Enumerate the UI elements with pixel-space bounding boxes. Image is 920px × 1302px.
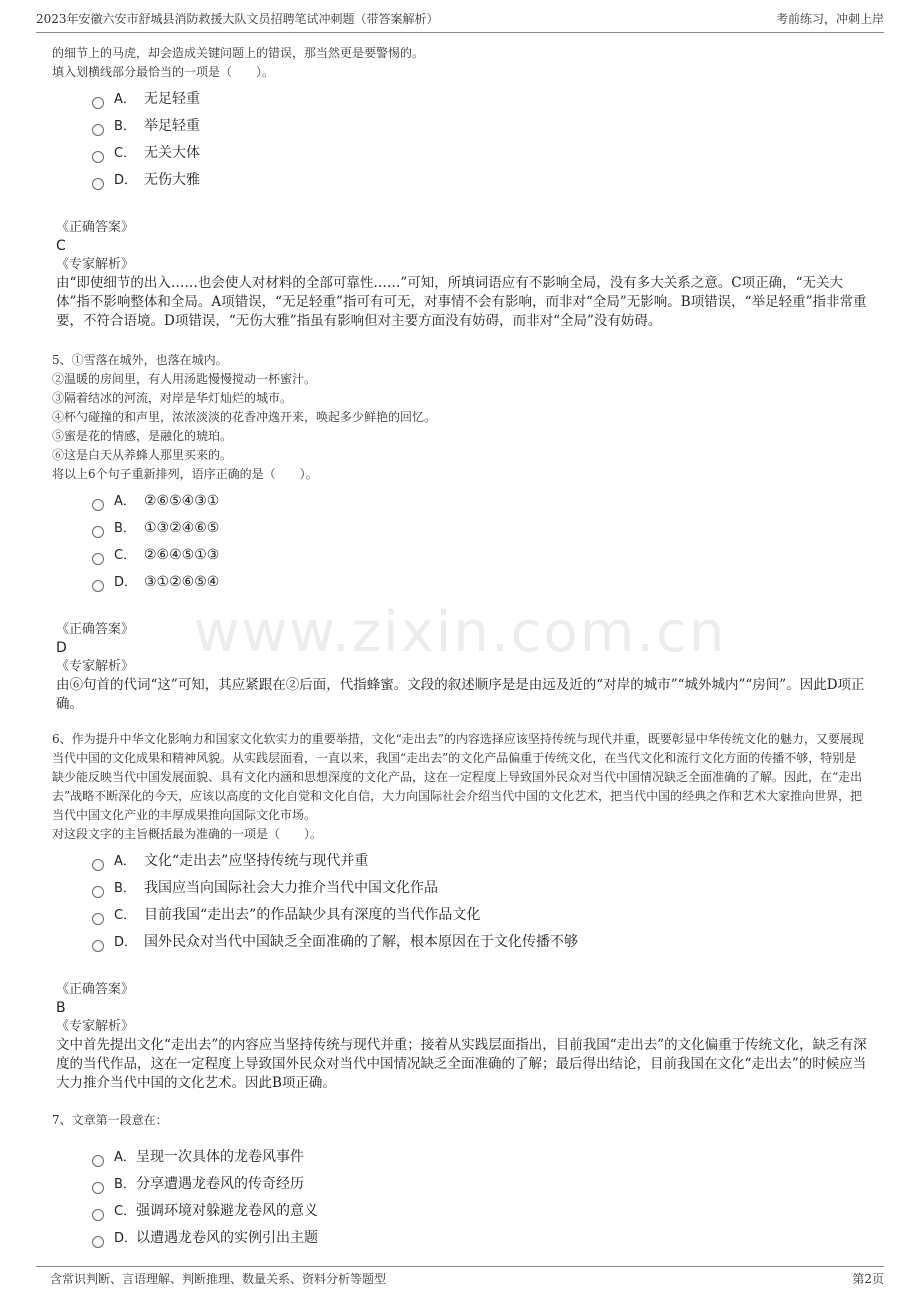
- answer-section: [52, 980, 868, 1093]
- option-text: ②⑥④⑤①③: [144, 547, 220, 563]
- option-text: 呈现一次具体的龙卷风事件: [136, 1149, 304, 1165]
- option-c[interactable]: [92, 902, 868, 929]
- answer-label: 《正确答案》: [56, 622, 135, 637]
- option-text: 我国应当向国际社会大力推介当代中国文化作品: [144, 880, 438, 896]
- option-list: [92, 1144, 868, 1252]
- watermark: www.zixin.com.cn: [193, 600, 727, 665]
- radio-icon[interactable]: [92, 1236, 104, 1248]
- option-letter: A．: [114, 494, 136, 509]
- question-6: [52, 730, 868, 1093]
- option-b[interactable]: [92, 515, 868, 542]
- option-b[interactable]: [92, 875, 868, 902]
- answer-label: 《正确答案》: [56, 982, 135, 997]
- question-stem-line: 5、①雪落在城外，也落在城内。: [52, 353, 228, 367]
- option-text: 以遭遇龙卷风的实例引出主题: [136, 1230, 318, 1246]
- radio-icon[interactable]: [92, 940, 104, 952]
- option-text: 举足轻重: [144, 118, 200, 134]
- option-list: [92, 86, 868, 194]
- option-letter: B．: [114, 881, 136, 896]
- radio-icon[interactable]: [92, 913, 104, 925]
- page-footer: [36, 1266, 884, 1291]
- question-stem-line: ⑤蜜是花的情感，是融化的琥珀。: [52, 429, 233, 443]
- analysis-text: 由“即使细节的出入……也会使人对材料的全部可靠性……”可知，所填词语应有不影响全局，没有多大关系之意。C项正确，“无关大体”指不影响整体和全局。A项错误，“无足轻重”指可有可无，对事情不会有影响，而非对“全局”无影响。B项错误，“举足轻重”指非常重要，不符合语境。D项错误，“无伤大雅”指虽有影响但对主要方面没有妨碍，而非对“全局”没有妨碍。: [56, 275, 867, 329]
- option-letter: D．: [114, 935, 138, 950]
- question-4: [52, 44, 868, 331]
- question-prompt: 将以上6个句子重新排列，语序正确的是（ ）。: [52, 467, 318, 481]
- header-slogan: 考前练习，冲刺上岸: [775, 12, 884, 26]
- question-stem: 7、文章第一段意在：: [52, 1113, 168, 1127]
- option-letter: B．: [114, 521, 136, 536]
- analysis-text: 文中首先提出文化“走出去”的内容应当坚持传统与现代并重；接着从实践层面指出，目前我国“走出去”的文化偏重于传统文化，缺乏有深度的当代作品，这在一定程度上导致国外民众对当代中国情况缺乏全面准确的了解；最后得出结论，目前我国在文化“走出去”的时候应当大力推介当代中国的文化艺术。因此B项正确。: [56, 1037, 867, 1091]
- answer-section: [52, 620, 868, 714]
- option-text: 国外民众对当代中国缺乏全面准确的了解，根本原因在于文化传播不够: [144, 934, 578, 950]
- radio-icon[interactable]: [92, 1182, 104, 1194]
- question-stem-line: ③隔着结冰的河流，对岸是华灯灿烂的城市。: [52, 391, 293, 405]
- option-text: 目前我国“走出去”的作品缺少具有深度的当代作品文化: [144, 907, 481, 923]
- radio-icon[interactable]: [92, 526, 104, 538]
- radio-icon[interactable]: [92, 151, 104, 163]
- page-content: [52, 44, 868, 1252]
- option-text: 无伤大雅: [144, 172, 200, 188]
- radio-icon[interactable]: [92, 580, 104, 592]
- answer-label: 《正确答案》: [56, 220, 135, 235]
- analysis-label: 《专家解析》: [56, 1019, 135, 1034]
- option-text: ②⑥⑤④③①: [144, 493, 220, 509]
- question-stem-line: ②温暖的房间里，有人用汤匙慢慢搅动一杯蜜汁。: [52, 372, 317, 386]
- radio-icon[interactable]: [92, 499, 104, 511]
- correct-answer: D: [56, 640, 67, 656]
- option-letter: A．: [114, 854, 136, 869]
- question-prompt: 对这段文字的主旨概括最为准确的一项是（ ）。: [52, 827, 323, 841]
- option-d[interactable]: [92, 929, 868, 956]
- option-letter: C．: [114, 1204, 137, 1219]
- option-b[interactable]: [92, 1171, 868, 1198]
- radio-icon[interactable]: [92, 1155, 104, 1167]
- option-letter: A．: [114, 92, 136, 107]
- option-text: 无关大体: [144, 145, 200, 161]
- document-title: 2023年安徽六安市舒城县消防救援大队文员招聘笔试冲刺题（带答案解析）: [36, 12, 439, 26]
- analysis-text: 由⑥句首的代词“这”可知，其应紧跟在②后面，代指蜂蜜。文段的叙述顺序是是由远及近的“对岸的城市”“城外城内”“房间”。因此D项正确。: [56, 677, 865, 712]
- option-letter: C．: [114, 146, 137, 161]
- analysis-label: 《专家解析》: [56, 257, 135, 272]
- analysis-label: 《专家解析》: [56, 659, 135, 674]
- option-d[interactable]: [92, 1225, 868, 1252]
- radio-icon[interactable]: [92, 97, 104, 109]
- radio-icon[interactable]: [92, 124, 104, 136]
- option-c[interactable]: [92, 140, 868, 167]
- option-letter: D．: [114, 575, 138, 590]
- option-b[interactable]: [92, 113, 868, 140]
- option-list: [92, 848, 868, 956]
- option-text: 分享遭遇龙卷风的传奇经历: [136, 1176, 304, 1192]
- option-list: [92, 488, 868, 596]
- option-d[interactable]: [92, 569, 868, 596]
- question-stem-line: ④杯勺碰撞的和声里，浓浓淡淡的花香冲逸开来，唤起多少鲜艳的回忆。: [52, 410, 437, 424]
- option-a[interactable]: [92, 488, 868, 515]
- radio-icon[interactable]: [92, 553, 104, 565]
- option-letter: D．: [114, 173, 138, 188]
- option-letter: D．: [114, 1231, 138, 1246]
- radio-icon[interactable]: [92, 1209, 104, 1221]
- page-number: 第2页: [852, 1272, 884, 1286]
- option-text: ③①②⑥⑤④: [144, 574, 220, 590]
- option-text: ①③②④⑥⑤: [144, 520, 220, 536]
- question-prompt: 填入划横线部分最恰当的一项是（ ）。: [52, 65, 275, 79]
- footer-topics: 含常识判断、言语理解、判断推理、数量关系、资料分析等题型: [50, 1272, 387, 1286]
- question-stem: 6、作为提升中华文化影响力和国家文化软实力的重要举措，文化“走出去”的内容选择应该坚持传统与现代并重，既要彰显中华传统文化的魅力，又要展现当代中国的文化成果和精神风貌。从实践层面看，一直以来，我国“走出去”的文化产品偏重于传统文化，在当代文化和流行文化方面的传播不够，特别是缺少能反映当代中国发展面貌、具有文化内涵和思想深度的文化产品，这在一定程度上导致国外民众对当代中国情况缺乏全面准确的了解。因此，在“走出去”战略不断深化的今天，应该以高度的文化自觉和文化自信，大力向国际社会介绍当代中国的文化艺术，把当代中国的经典之作和艺术大家推向世界，把当代中国文化产业的丰厚成果推向国际文化市场。: [52, 732, 864, 822]
- option-d[interactable]: [92, 167, 868, 194]
- question-7: [52, 1111, 868, 1252]
- option-letter: A．: [114, 1150, 136, 1165]
- question-stem-line: 的细节上的马虎，却会造成关键问题上的错误，那当然更是要警惕的。: [52, 46, 425, 60]
- option-c[interactable]: [92, 1198, 868, 1225]
- option-c[interactable]: [92, 542, 868, 569]
- radio-icon[interactable]: [92, 178, 104, 190]
- radio-icon[interactable]: [92, 859, 104, 871]
- option-letter: C．: [114, 908, 137, 923]
- question-stem-line: ⑥这是白天从养蜂人那里买来的。: [52, 448, 233, 462]
- option-text: 文化“走出去”应坚持传统与现代并重: [144, 853, 369, 869]
- answer-section: [52, 218, 868, 331]
- option-letter: B．: [114, 1177, 136, 1192]
- option-text: 强调环境对躲避龙卷风的意义: [136, 1203, 318, 1219]
- option-letter: B．: [114, 119, 136, 134]
- correct-answer: B: [56, 1000, 66, 1016]
- radio-icon[interactable]: [92, 886, 104, 898]
- option-a[interactable]: [92, 848, 868, 875]
- correct-answer: C: [56, 238, 66, 254]
- option-text: 无足轻重: [144, 91, 200, 107]
- page-header: [36, 8, 884, 33]
- option-letter: C．: [114, 548, 137, 563]
- option-a[interactable]: [92, 1144, 868, 1171]
- question-5: [52, 351, 868, 714]
- option-a[interactable]: [92, 86, 868, 113]
